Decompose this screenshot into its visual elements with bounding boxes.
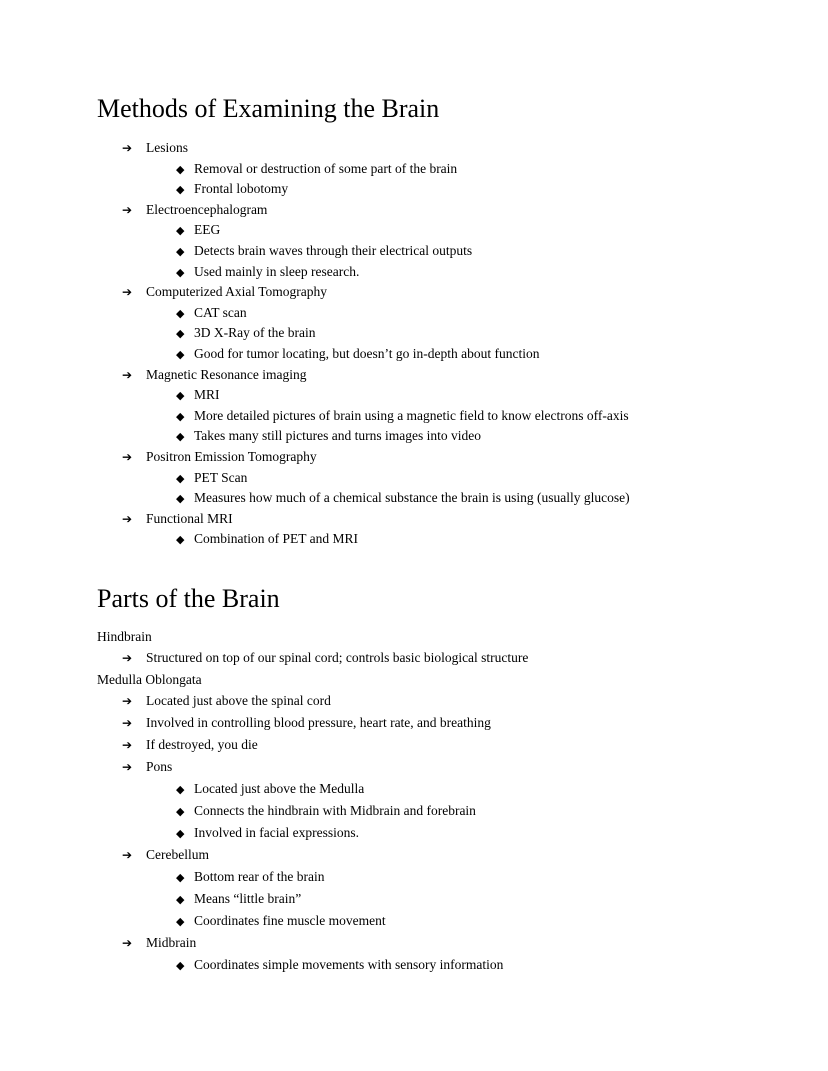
arrow-bullet-icon: ➔ <box>122 285 133 300</box>
list-item-text: Detects brain waves through their electrical outputs <box>194 242 473 258</box>
list-item-text: Midbrain <box>146 934 197 950</box>
list-item-text: Measures how much of a chemical substance the brain is using (usually glucose) <box>194 490 630 506</box>
list-item <box>97 138 778 159</box>
diamond-bullet-icon: ◆ <box>176 224 185 238</box>
list-item <box>97 220 778 241</box>
arrow-bullet-icon: ➔ <box>122 737 133 752</box>
diamond-bullet-icon: ◆ <box>176 265 185 279</box>
list-item <box>97 954 778 976</box>
arrow-bullet-icon: ➔ <box>122 650 133 665</box>
list-item <box>97 200 778 221</box>
arrow-bullet-icon: ➔ <box>122 449 133 464</box>
arrow-bullet-icon: ➔ <box>122 511 133 526</box>
diamond-bullet-icon: ◆ <box>176 244 185 258</box>
list-item <box>97 385 778 406</box>
list-item <box>97 179 778 200</box>
diamond-bullet-icon: ◆ <box>176 892 185 906</box>
list-item <box>97 712 778 734</box>
arrow-bullet-icon: ➔ <box>122 367 133 382</box>
section-title-parts: Parts of the Brain <box>97 583 280 613</box>
list-item <box>97 778 778 800</box>
diamond-bullet-icon: ◆ <box>176 430 185 444</box>
methods-list <box>97 138 778 550</box>
arrow-bullet-icon: ➔ <box>122 847 133 862</box>
list-item-text: Takes many still pictures and turns images into video <box>194 428 482 444</box>
list-item <box>97 756 778 778</box>
list-item-text: Functional MRI <box>146 510 233 526</box>
list-item-text: Structured on top of our spinal cord; controls basic biological structure <box>146 649 529 665</box>
diamond-bullet-icon: ◆ <box>176 471 185 485</box>
paragraph <box>97 626 778 647</box>
list-item-text: CAT scan <box>194 304 247 320</box>
list-item <box>97 800 778 822</box>
list-item-text: PET Scan <box>194 469 248 485</box>
list-item <box>97 365 778 386</box>
list-item-text: Used mainly in sleep research. <box>194 263 360 279</box>
list-item <box>97 241 778 262</box>
list-item <box>97 159 778 180</box>
list-item-text: Good for tumor locating, but doesn’t go in-depth about function <box>194 345 540 361</box>
list-item-text: If destroyed, you die <box>146 736 258 752</box>
list-item <box>97 888 778 910</box>
list-item <box>97 910 778 932</box>
paragraph-text: Hindbrain <box>97 628 152 644</box>
diamond-bullet-icon: ◆ <box>176 958 185 972</box>
list-item <box>97 282 778 303</box>
list-item-text: Involved in controlling blood pressure, heart rate, and breathing <box>146 714 491 730</box>
list-item-text: Coordinates fine muscle movement <box>194 912 386 928</box>
parts-list <box>97 626 778 976</box>
diamond-bullet-icon: ◆ <box>176 327 185 341</box>
list-item-text: Removal or destruction of some part of the brain <box>194 160 458 176</box>
list-item <box>97 344 778 365</box>
list-item <box>97 529 778 550</box>
arrow-bullet-icon: ➔ <box>122 935 133 950</box>
paragraph <box>97 669 778 690</box>
diamond-bullet-icon: ◆ <box>176 826 185 840</box>
list-item-text: MRI <box>194 387 220 403</box>
list-item-text: Computerized Axial Tomography <box>146 284 328 300</box>
diamond-bullet-icon: ◆ <box>176 306 185 320</box>
list-item-text: More detailed pictures of brain using a magnetic field to know electrons off-axis <box>194 407 629 423</box>
list-item-text: Positron Emission Tomography <box>146 448 317 464</box>
list-item <box>97 303 778 324</box>
list-item-text: Electroencephalogram <box>146 201 268 217</box>
list-item-text: EEG <box>194 222 221 238</box>
list-item <box>97 406 778 427</box>
list-item-text: Combination of PET and MRI <box>194 531 358 547</box>
diamond-bullet-icon: ◆ <box>176 782 185 796</box>
list-item-text: Pons <box>146 758 173 774</box>
list-item-text: Located just above the Medulla <box>194 780 365 796</box>
list-item-text: Coordinates simple movements with sensory information <box>194 956 504 972</box>
list-item-text: Cerebellum <box>146 846 209 862</box>
list-item <box>97 509 778 530</box>
list-item-text: Means “little brain” <box>194 890 302 906</box>
list-item-text: Connects the hindbrain with Midbrain and forebrain <box>194 802 476 818</box>
list-item-text: Lesions <box>146 140 188 155</box>
diamond-bullet-icon: ◆ <box>176 162 185 176</box>
list-item <box>97 323 778 344</box>
diamond-bullet-icon: ◆ <box>176 492 185 506</box>
arrow-bullet-icon: ➔ <box>122 759 133 774</box>
diamond-bullet-icon: ◆ <box>176 870 185 884</box>
paragraph-text: Medulla Oblongata <box>97 671 202 687</box>
list-item <box>97 447 778 468</box>
diamond-bullet-icon: ◆ <box>176 347 185 361</box>
diamond-bullet-icon: ◆ <box>176 389 185 403</box>
arrow-bullet-icon: ➔ <box>122 715 133 730</box>
list-item <box>97 844 778 866</box>
diamond-bullet-icon: ◆ <box>176 183 185 197</box>
list-item <box>97 647 778 669</box>
diamond-bullet-icon: ◆ <box>176 409 185 423</box>
section-title-methods: Methods of Examining the Brain <box>97 94 440 123</box>
list-item <box>97 488 778 509</box>
list-item <box>97 866 778 888</box>
list-item-text: Located just above the spinal cord <box>146 692 331 708</box>
list-item <box>97 262 778 283</box>
diamond-bullet-icon: ◆ <box>176 914 185 928</box>
list-item <box>97 932 778 954</box>
list-item <box>97 690 778 712</box>
list-item <box>97 468 778 489</box>
list-item <box>97 734 778 756</box>
list-item-text: Frontal lobotomy <box>194 181 289 197</box>
list-item-text: 3D X-Ray of the brain <box>194 325 316 341</box>
arrow-bullet-icon: ➔ <box>122 202 133 217</box>
list-item <box>97 426 778 447</box>
diamond-bullet-icon: ◆ <box>176 533 185 547</box>
list-item-text: Magnetic Resonance imaging <box>146 366 307 382</box>
diamond-bullet-icon: ◆ <box>176 804 185 818</box>
list-item-text: Bottom rear of the brain <box>194 868 325 884</box>
list-item-text: Involved in facial expressions. <box>194 824 359 840</box>
arrow-bullet-icon: ➔ <box>122 141 133 155</box>
arrow-bullet-icon: ➔ <box>122 693 133 708</box>
list-item <box>97 822 778 844</box>
